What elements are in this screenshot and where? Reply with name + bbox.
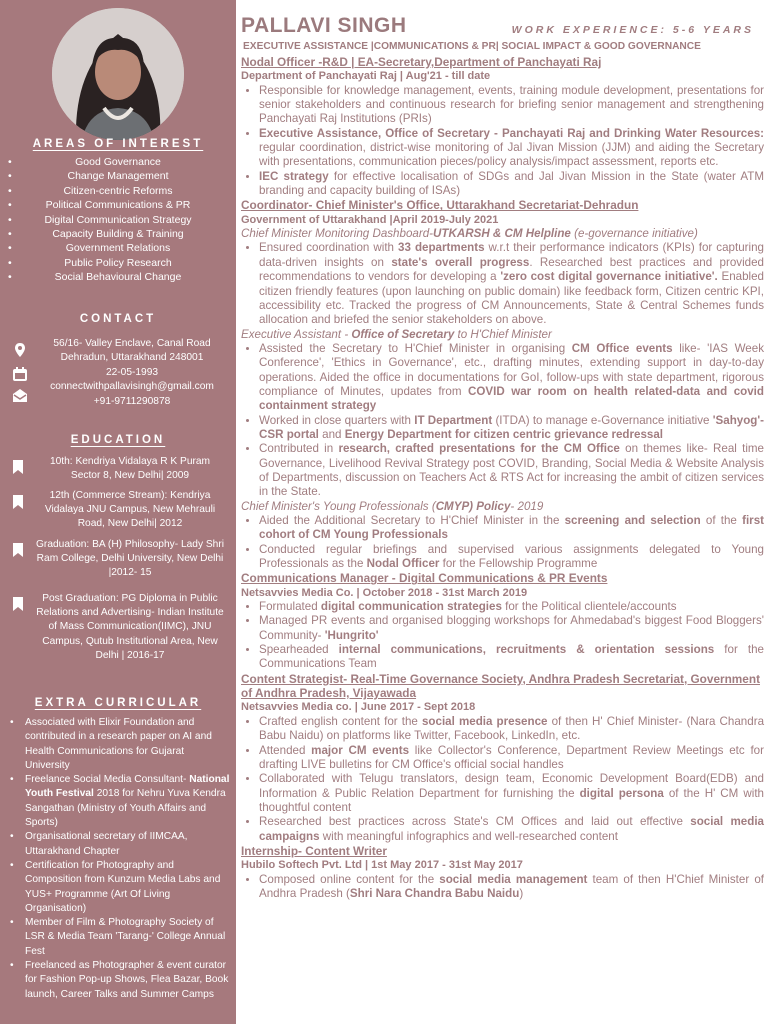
extra-curricular-item xyxy=(10,959,230,1002)
bold-text: digital persona xyxy=(579,786,664,800)
bullet-item xyxy=(259,772,764,815)
interest-item: • Citizen-centric Reforms xyxy=(0,184,236,198)
education-item: 12th (Commerce Stream): Kendriya Vidalaya JNU Campus, New Mehrauli Road, New Delhi| 2012 xyxy=(44,490,216,530)
bold-text: Executive Assistance, Office of Secretary - Panchayati Raj and Drinking Water Resources: xyxy=(259,126,764,140)
text-run: for the Political clientele/accounts xyxy=(501,600,677,614)
address-line: 56/16- Valley Enclave, Canal Road xyxy=(53,338,211,349)
text-run: Conducted regular briefings and supervised various assignments delegated to Young Professionals as the xyxy=(259,542,764,571)
text-run: Collaborated with Telugu translators, design team, Economic Development Board(EDB) and Information & Public Relation Department for furnishing the xyxy=(259,772,764,800)
job-organization: Netsavvies Media Co. | October 2018 - 31st March 2019 xyxy=(241,586,528,599)
interest-item: • Capacity Building & Training xyxy=(0,227,236,241)
bold-text: research, crafted presentations for the CM Office xyxy=(338,442,620,456)
interest-item: • Government Relations xyxy=(0,241,236,255)
interest-item: • Social Behavioural Change xyxy=(0,270,236,284)
text-run: Chief Minister Monitoring Dashboard- xyxy=(241,227,434,241)
text-run: for the Communications Team xyxy=(259,643,764,671)
text-run: (e-governance initiative) xyxy=(570,227,698,241)
role-subheading xyxy=(241,500,764,514)
text-run: Freelanced as Photographer & event curator for Fashion Pop-up Shows, Flea Bazar, Book launch, Career Talks and Summer Camps xyxy=(25,960,229,1000)
portrait-image xyxy=(52,8,184,140)
education-item: Post Graduation: PG Diploma in Public Relations and Advertising- Indian Institute of Mass Communication(IIMC), JNU Campus, Qutub Institutional Area, New Delhi | 2016-17 xyxy=(36,593,224,661)
text-run: Assisted the Secretary to H'Chief Minister in organising xyxy=(259,341,572,355)
text-run: Executive Assistant - xyxy=(241,327,352,341)
candidate-name: PALLAVI SINGH xyxy=(241,14,407,37)
text-run: Crafted english content for the xyxy=(259,714,422,728)
education-item: 10th: Kendriya Vidalaya R K Puram Sector 8, New Delhi| 2009 xyxy=(49,456,211,482)
bold-text: Nodal Officer xyxy=(366,557,440,571)
bold-text: National Youth Festival xyxy=(25,774,230,800)
text-run: Organisational secretary of IIMCAA, Uttarakhand Chapter xyxy=(25,831,188,857)
text-run: Certification for Photography and Composition from Kunzum Media Labs and YUS+ Programme (Art Of Living Organisation) xyxy=(25,859,221,914)
address-line: Dehradun, Uttarakhand 248001 xyxy=(60,352,204,364)
bold-text: digital communication strategies xyxy=(320,600,502,614)
bullet-item xyxy=(259,815,764,844)
extra-curricular-item xyxy=(10,830,230,859)
role-subheading xyxy=(241,227,764,241)
bullet-list xyxy=(241,715,764,844)
extra-curricular-item xyxy=(10,716,230,773)
text-run: to H'Chief Minister xyxy=(454,327,552,341)
bookmark-icon xyxy=(13,597,23,611)
text-run: for the Fellowship Programme xyxy=(439,557,598,571)
job-title: Nodal Officer -R&D | EA-Secretary,Department of Panchayati Raj xyxy=(241,55,602,69)
extra-curricular-item xyxy=(10,859,230,916)
bullet-item xyxy=(259,442,764,499)
bookmark-icon xyxy=(13,543,23,557)
text-run: ) xyxy=(519,886,524,900)
text-run: on themes like- Real time Governance, Livelihood Revival Strategy post COVID, Branding, Social Media & Website Analysis of Departments, discussion on Teachers Act & RTS Act for increasing the ambit of citizen services in the State. xyxy=(259,442,764,499)
bold-text: COVID war room on health related-data and covid containment strategy xyxy=(259,384,764,413)
bold-text: Shri Nara Chandra Babu Naidu xyxy=(349,886,520,900)
job-organization: Hubilo Softech Pvt. Ltd | 1st May 2017 - 31st May 2017 xyxy=(241,859,523,872)
email-address: connectwithpallavisingh@gmail.com xyxy=(50,381,214,393)
bullet-item xyxy=(259,614,764,643)
bullet-item xyxy=(259,643,764,672)
interests-title: AREAS OF INTEREST xyxy=(32,138,204,150)
bullet-list xyxy=(241,84,764,199)
job-title: Coordinator- Chief Minister's Office, Uttarakhand Secretariat-Dehradun xyxy=(241,198,639,213)
text-run: Managed PR events and organised blogging workshops for Ahmedabad's biggest Food Bloggers' Community- xyxy=(259,614,764,642)
location-pin-icon xyxy=(12,342,28,358)
text-run: Spearheaded xyxy=(259,643,339,657)
text-run: Chief Minister's Young Professionals ( xyxy=(241,499,436,513)
interest-item: • Political Communications & PR xyxy=(0,198,236,212)
bold-text: Office of Secretary xyxy=(351,327,455,341)
profile-photo xyxy=(52,8,184,140)
text-run: Responsible for knowledge management, events, training module development, presentations for senior stakeholders and continuous research for briefing senior management and strengthening Panchayati Raj Institutions (PRIs) xyxy=(259,83,764,126)
bullet-item xyxy=(259,715,764,744)
bullet-item xyxy=(259,514,764,543)
interest-item: • Good Governance xyxy=(0,155,236,169)
bullet-list xyxy=(241,600,764,672)
interest-item: • Public Policy Research xyxy=(0,256,236,270)
date-of-birth: 22-05-1993 xyxy=(105,366,159,378)
text-run: Attended xyxy=(259,743,312,757)
text-run: . Researched best practices and provided recommendations to vendors for developing a xyxy=(259,255,764,284)
text-run: Ensured coordination with xyxy=(259,241,399,255)
text-run: of the H' CM with thoughtful content xyxy=(259,786,764,814)
text-run: (ITDA) to manage e-Governance initiative xyxy=(492,413,713,427)
bold-text: 'Sahyog'- CSR portal xyxy=(259,413,764,441)
bullet-item xyxy=(259,342,764,414)
bookmark-icon xyxy=(13,495,23,509)
bold-text: screening and selection xyxy=(564,514,701,527)
text-run: for effective localisation of SDGs and Jal Jivan Mission in the State (water ATM branding and capacity building of ISAs) xyxy=(259,169,765,198)
education-item: Graduation: BA (H) Philosophy- Lady Shri Ram College, Delhi University, New Delhi |2012- 15 xyxy=(36,539,224,579)
bold-text: state's overall progress xyxy=(391,255,530,269)
text-run: of the xyxy=(700,514,743,527)
text-run: Enabled citizen friendly features (upon launching on public domain) like feedback form, Citizen centric KPI, accessibility etc. Tracked the progress of CM Announcements, State & Central Schemes funds allocation and briefed the senior stakeholders on above. xyxy=(259,270,765,327)
bullet-list xyxy=(241,342,764,500)
bold-text: CMYP) Policy xyxy=(435,499,511,513)
text-run: Associated with Elixir Foundation and contributed in a research paper on AI and Health Communications for Gujarat University xyxy=(25,717,212,771)
education-title: EDUCATION xyxy=(70,434,166,446)
job-organization: Netsavvies Media co. | June 2017 - Sept 2018 xyxy=(241,701,476,714)
role-subheading xyxy=(241,328,764,342)
text-run: and xyxy=(318,427,345,441)
text-run: like- 'IAS Week Conference', 'Ethics in Governance', etc., drafting minutes, extending support in day-to-day operations. Aided the office in documentations for GoI, follow-ups with state department, rigorous compliance of Minutes, updates from xyxy=(259,341,764,398)
bullet-item xyxy=(259,170,764,199)
bold-text: social media management xyxy=(439,872,588,886)
job-title: Internship- Content Writer xyxy=(241,843,387,858)
bold-text: major CM events xyxy=(311,743,410,757)
text-run: Member of Film & Photography Society of LSR & Media Team 'Tarang-' College Annual Fest xyxy=(25,917,226,957)
text-run: of then H' Chief Minister- (Nara Chandra Babu Naidu) on platforms like Twitter, Facebook, LinkedIn, etc. xyxy=(259,714,765,743)
job-organization: Department of Panchayati Raj | Aug'21 - till date xyxy=(241,70,491,83)
text-run: 2018 for Nehru Yuva Kendra Sangathan (Ministry of Youth Affairs and Sports) xyxy=(25,788,226,829)
job-title: Content Strategist- Real-Time Governance Society, Andhra Pradesh Secretariat, Government of Andhra Pradesh, Vijayawada xyxy=(241,671,760,701)
bold-text: internal communications, recruitments & orientation sessions xyxy=(338,643,715,657)
bold-text: 'zero cost digital governance initiative'. xyxy=(500,270,718,284)
job-organization: Government of Uttarakhand |April 2019-July 2021 xyxy=(241,213,499,226)
bold-text: IT Department xyxy=(414,413,493,427)
bold-text: CM Office events xyxy=(571,341,673,355)
text-run: Composed online content for the xyxy=(259,872,440,886)
bullet-item xyxy=(259,127,764,170)
text-run: Freelance Social Media Consultant- xyxy=(25,774,190,786)
text-run: Contributed in xyxy=(259,442,339,456)
interest-item: • Digital Communication Strategy xyxy=(0,213,236,227)
phone-number: +91-9711290878 xyxy=(93,395,171,407)
sidebar xyxy=(0,0,236,1024)
extra-curricular-item xyxy=(10,773,230,830)
bold-text: UTKARSH & CM Helpline xyxy=(433,227,571,241)
extra-curricular-item xyxy=(10,916,230,959)
contact-block xyxy=(34,337,230,409)
bullet-item xyxy=(259,873,764,902)
bold-text: 33 departments xyxy=(398,241,485,255)
bullet-item xyxy=(259,744,764,773)
bullet-item xyxy=(259,414,764,443)
work-experience-label: WORK EXPERIENCE: 5-6 YEARS xyxy=(511,24,754,36)
bold-text: social media presence xyxy=(421,714,548,728)
bullet-list xyxy=(241,873,764,902)
interest-item: • Change Management xyxy=(0,169,236,183)
text-run: Formulated xyxy=(259,600,321,614)
bullet-list xyxy=(241,241,764,327)
text-run: w.r.t their performance indicators (KPIs) for capturing data-driven insights on xyxy=(259,241,764,269)
text-run: Researched best practices across State's CM Offices and laid out effective xyxy=(259,815,691,829)
bold-text: IEC strategy xyxy=(259,169,329,183)
calendar-icon xyxy=(12,366,28,382)
bold-text: 'Hungrito' xyxy=(324,628,379,642)
experience-list xyxy=(241,55,764,901)
interests-list xyxy=(0,155,236,285)
text-run: - 2019 xyxy=(510,499,544,513)
bullet-item xyxy=(259,543,764,572)
bold-text: social media campaigns xyxy=(259,815,764,843)
bullet-item xyxy=(259,84,764,127)
bold-text: first cohort of CM Young Professionals xyxy=(259,514,764,542)
bold-text: Energy Department for citizen centric grievance redressal xyxy=(344,427,664,441)
envelope-icon xyxy=(12,387,28,403)
text-run: team of then H'Chief Minister of Andhra Pradesh ( xyxy=(259,872,764,900)
extra-curricular-title: EXTRA CURRICULAR xyxy=(34,697,202,709)
bullet-list xyxy=(241,514,764,571)
bookmark-icon xyxy=(13,460,23,474)
job-title: Communications Manager - Digital Communications & PR Events xyxy=(241,571,608,586)
text-run: Worked in close quarters with xyxy=(259,413,415,427)
text-run: like Collector's Conference, Department Review Meetings etc for drafting LIVE bulletins for CM Office's official social handles xyxy=(259,743,764,771)
headline: EXECUTIVE ASSISTANCE |COMMUNICATIONS & PR| SOCIAL IMPACT & GOOD GOVERNANCE xyxy=(243,41,701,52)
text-run: with meaningful infographics and well-researched content xyxy=(319,829,618,843)
bullet-item xyxy=(259,241,764,327)
text-run: regular coordination, district-wise monitoring of Jal Jivan Mission (JJM) and aiding the Secretary with presentations, communication pieces/policy analysis/impact assessment, reports etc. xyxy=(259,141,764,169)
bullet-item xyxy=(259,600,764,614)
contact-title: CONTACT xyxy=(79,313,157,325)
extra-curricular-list xyxy=(10,716,230,1002)
text-run: Aided the Additional Secretary to H'Chief Minister in the xyxy=(259,514,565,527)
